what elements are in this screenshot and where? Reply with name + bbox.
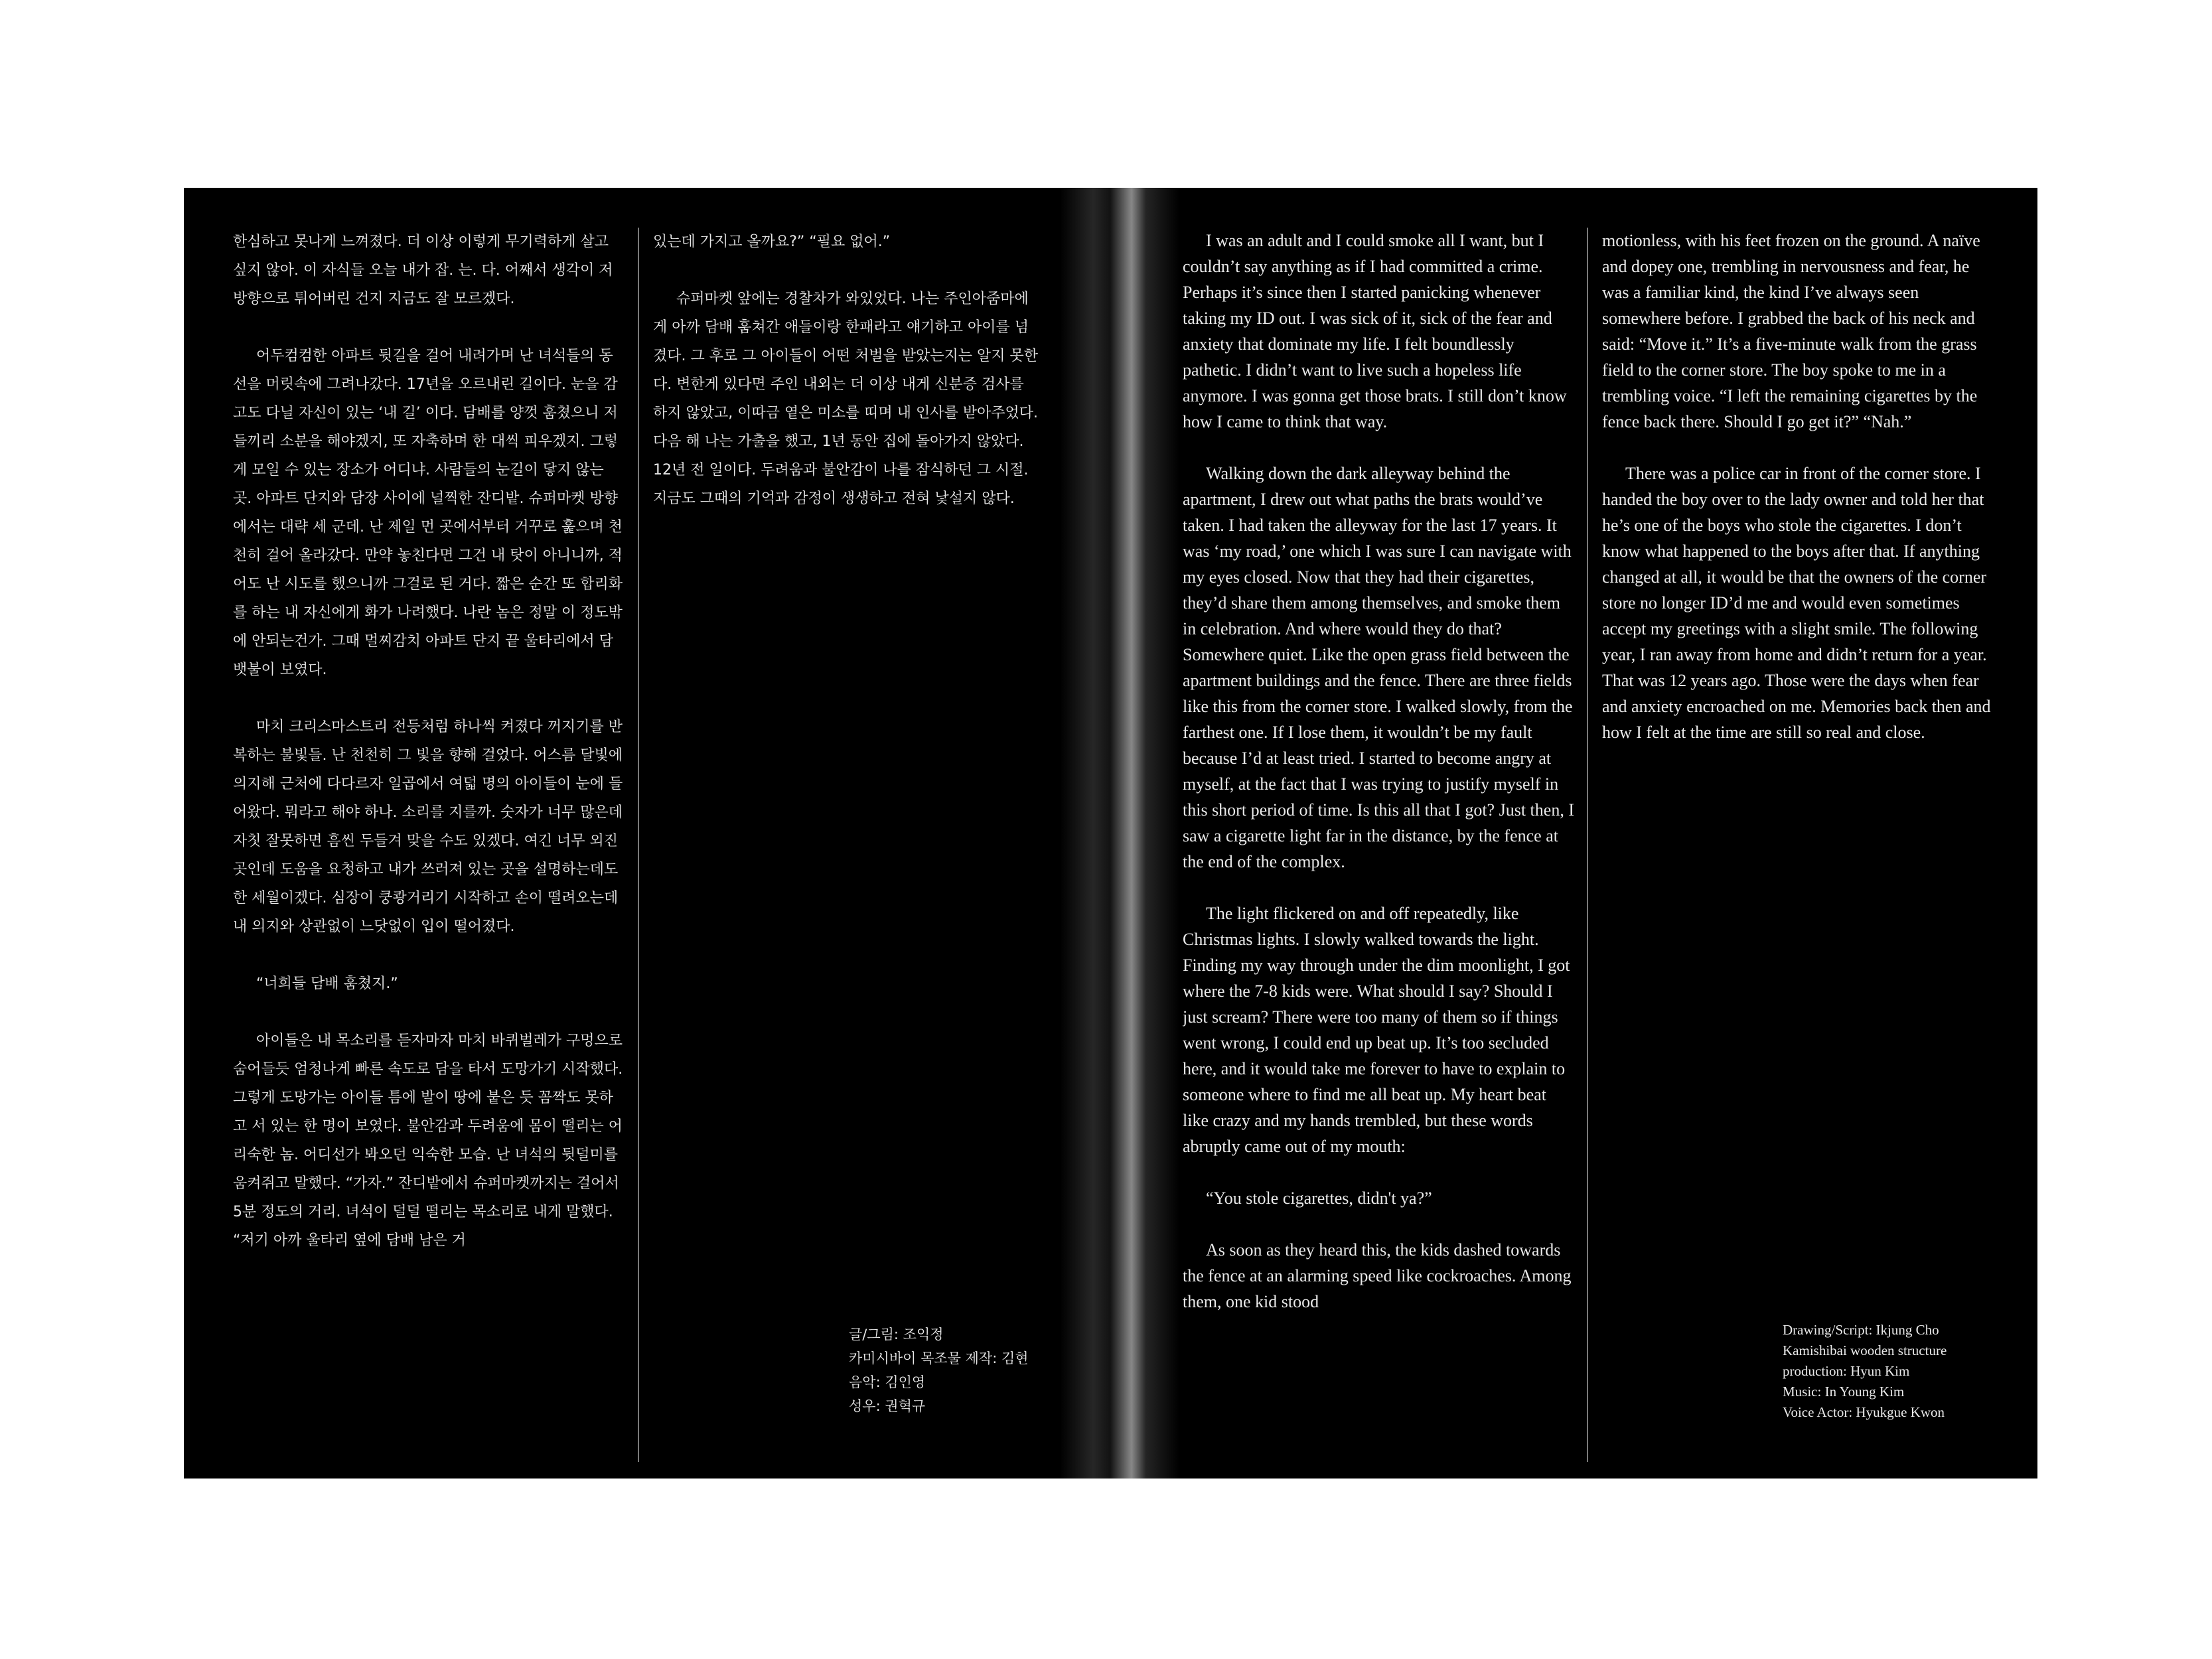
paragraph: Walking down the dark alleyway behind the apartment, I drew out what paths the brats would’ve taken. I had taken the alleyway for the last 17 years. It was ‘my road,’ one which I was sure I can navigate with my eyes closed. Now that they had their cigarettes, they’d share them among themselves, and smoke them in celebration. And where would they do that? Somewhere quiet. Like the open grass field between the apartment buildings and the fence. There are three fields like this from the corner store. I walked slowly, from the farthest one. If I lose them, it wouldn’t be my fault because I’d at least tried. I started to become angry at myself, at the fact that I was trying to justify myself in this short period of time. Is this all that I got? Just then, I saw a cigarette light far in the distance, by the fence at the end of the complex. [1183, 464, 1574, 871]
column-rule [638, 228, 639, 1462]
english-column-1 [1183, 228, 1576, 1462]
credit-line: Kamishibai wooden structure [1783, 1342, 1947, 1358]
paragraph: motionless, with his feet frozen on the ground. A naïve and dopey one, trembling in nervousness and fear, he was a familiar kind, the kind I’ve always seen somewhere before. I grabbed the back of his neck and said: “Move it.” It’s a five-minute walk from the grass field to the corner store. The boy spoke to me in a trembling voice. “I left the remaining cigarettes by the fence back there. Should I go get it?” “Nah.” [1602, 231, 1980, 431]
paragraph: 한심하고 못나게 느껴졌다. 더 이상 이렇게 무기력하게 살고 싶지 않아. 이 자식들 오늘 내가 잡. 는. 다. 어째서 생각이 저 방향으로 튀어버린 건지 지금도 잘 모르겠다. [233, 234, 613, 307]
credit-line: production: Hyun Kim [1783, 1363, 1910, 1379]
paragraph: 마치 크리스마스트리 전등처럼 하나씩 켜졌다 꺼지기를 반복하는 불빛들. 난 천천히 그 빛을 향해 걸었다. 어스름 달빛에 의지해 근처에 다다르자 일곱에서 여덟 명의 아이들이 눈에 들어왔다. 뭐라고 해야 하나. 소리를 지를까. 숫자가 너무 많은데 자칫 잘못하면 흠씬 두들겨 맞을 수도 있겠다. 여긴 너무 외진 곳인데 도움을 요청하고 내가 쓰러져 있는 곳을 설명하는데도 한 세월이겠다. 심장이 쿵쾅거리기 시작하고 손이 떨려오는데 내 의지와 상관없이 느닷없이 입이 떨어졌다. [233, 719, 623, 935]
korean-column-1 [233, 228, 625, 1462]
credit-line: 음악: 김인영 [849, 1374, 926, 1390]
paragraph: There was a police car in front of the corner store. I handed the boy over to the lady owner and told her that he’s one of the boys who stole the cigarettes. I don’t know what happened to the boys after that. If anything changed at all, it would be that the owners of the corner store no longer ID’d me and would even sometimes accept my greetings with a slight smile. The following year, I ran away from home and didn’t return for a year. That was 12 years ago. Those were the days when fear and anxiety encroached on me. Memories back then and how I felt at the time are still so real and close. [1602, 464, 1991, 742]
credit-line: 글/그림: 조익정 [849, 1327, 944, 1342]
korean-column-2 [653, 228, 1041, 825]
paragraph: I was an adult and I could smoke all I want, but I couldn’t say anything as if I had committed a crime. Perhaps it’s since then I started panicking whenever taking my ID out. I was sick of it, sick of the fear and anxiety that dominate my life. I felt boundlessly pathetic. I didn’t want to live such a hopeless life anymore. I was gonna get those brats. I still don’t know how I came to think that way. [1183, 231, 1567, 431]
paragraph: 아이들은 내 목소리를 듣자마자 마치 바퀴벌레가 구멍으로 숨어들듯 엄청나게 빠른 속도로 담을 타서 도망가기 시작했다. 그렇게 도망가는 아이들 틈에 발이 땅에 붙은 듯 꼼짝도 못하고 서 있는 한 명이 보였다. 불안감과 두려움에 몸이 떨리는 어리숙한 놈. 어디선가 봐오던 익숙한 모습. 난 녀석의 뒷덜미를 움켜쥐고 말했다. “가자.” 잔디밭에서 슈퍼마켓까지는 걸어서 5분 정도의 거리. 녀석이 덜덜 떨리는 목소리로 내게 말했다. “저기 아까 울타리 옆에 담배 남은 거 [233, 1033, 623, 1249]
book-spread [184, 188, 2037, 1479]
column-rule [1587, 228, 1588, 1462]
paragraph: As soon as they heard this, the kids dashed towards the fence at an alarming speed like cockroaches. Among them, one kid stood [1183, 1240, 1572, 1311]
paragraph: 슈퍼마켓 앞에는 경찰차가 와있었다. 나는 주인아줌마에게 아까 담배 훔쳐간 애들이랑 한패라고 얘기하고 아이를 넘겼다. 그 후로 그 아이들이 어떤 처벌을 받았는지는 알지 못한다. 변한게 있다면 주인 내외는 더 이상 내게 신분증 검사를 하지 않았고, 이따금 옅은 미소를 띠며 내 인사를 받아주었다. 다음 해 나는 가출을 했고, 1년 동안 집에 돌아가지 않았다. 12년 전 일이다. 두려움과 불안감이 나를 잠식하던 그 시절. 지금도 그때의 기억과 감정이 생생하고 전혀 낯설지 않다. [653, 291, 1038, 507]
paragraph: The light flickered on and off repeatedly, like Christmas lights. I slowly walked towards the light. Finding my way through under the dim moonlight, I got where the 7-8 kids were. What should I say? Should I just scream? There were too many of them so if things went wrong, I could end up beat up. It’s too secluded here, and it would take me forever to have to explain to someone where to find me all beat up. My heart beat like crazy and my hands trembled, but these words abruptly came out of my mouth: [1183, 904, 1570, 1156]
credit-line: Music: In Young Kim [1783, 1384, 1905, 1400]
english-column-2 [1602, 228, 2000, 891]
book-gutter [1060, 188, 1179, 1479]
credit-line: 카미시바이 목조물 제작: 김현 [849, 1350, 1029, 1366]
paragraph: “너희들 담배 훔쳤지.” [256, 975, 398, 992]
credit-line: 성우: 권혁규 [849, 1398, 926, 1414]
paragraph: 있는데 가지고 올까요?” “필요 없어.” [653, 234, 891, 250]
credit-line: Voice Actor: Hyukgue Kwon [1783, 1404, 1945, 1420]
korean-credits [849, 1323, 1061, 1418]
credit-line: Drawing/Script: Ikjung Cho [1783, 1322, 1939, 1338]
english-credits [1783, 1320, 2022, 1423]
paragraph: “You stole cigarettes, didn't ya?” [1206, 1189, 1432, 1208]
paragraph: 어두컴컴한 아파트 뒷길을 걸어 내려가며 난 녀석들의 동선을 머릿속에 그려나갔다. 17년을 오르내린 길이다. 눈을 감고도 다닐 자신이 있는 ‘내 길’ 이다. 담배를 양껏 훔쳤으니 저들끼리 소분을 해야겠지, 또 자축하며 한 대씩 피우겠지. 그렇게 모일 수 있는 장소가 어디냐. 사람들의 눈길이 닿지 않는 곳. 아파트 단지와 담장 사이에 널찍한 잔디밭. 슈퍼마켓 방향에서는 대략 세 군데. 난 제일 먼 곳에서부터 거꾸로 훑으며 천천히 걸어 올라갔다. 만약 놓친다면 그건 내 탓이 아니니까, 적어도 난 시도를 했으니까 그걸로 된 거다. 짧은 순간 또 합리화를 하는 내 자신에게 화가 나려했다. 나란 놈은 정말 이 정도밖에 안되는건가. 그때 멀찌감치 아파트 단지 끝 울타리에서 담뱃불이 보였다. [233, 348, 623, 678]
